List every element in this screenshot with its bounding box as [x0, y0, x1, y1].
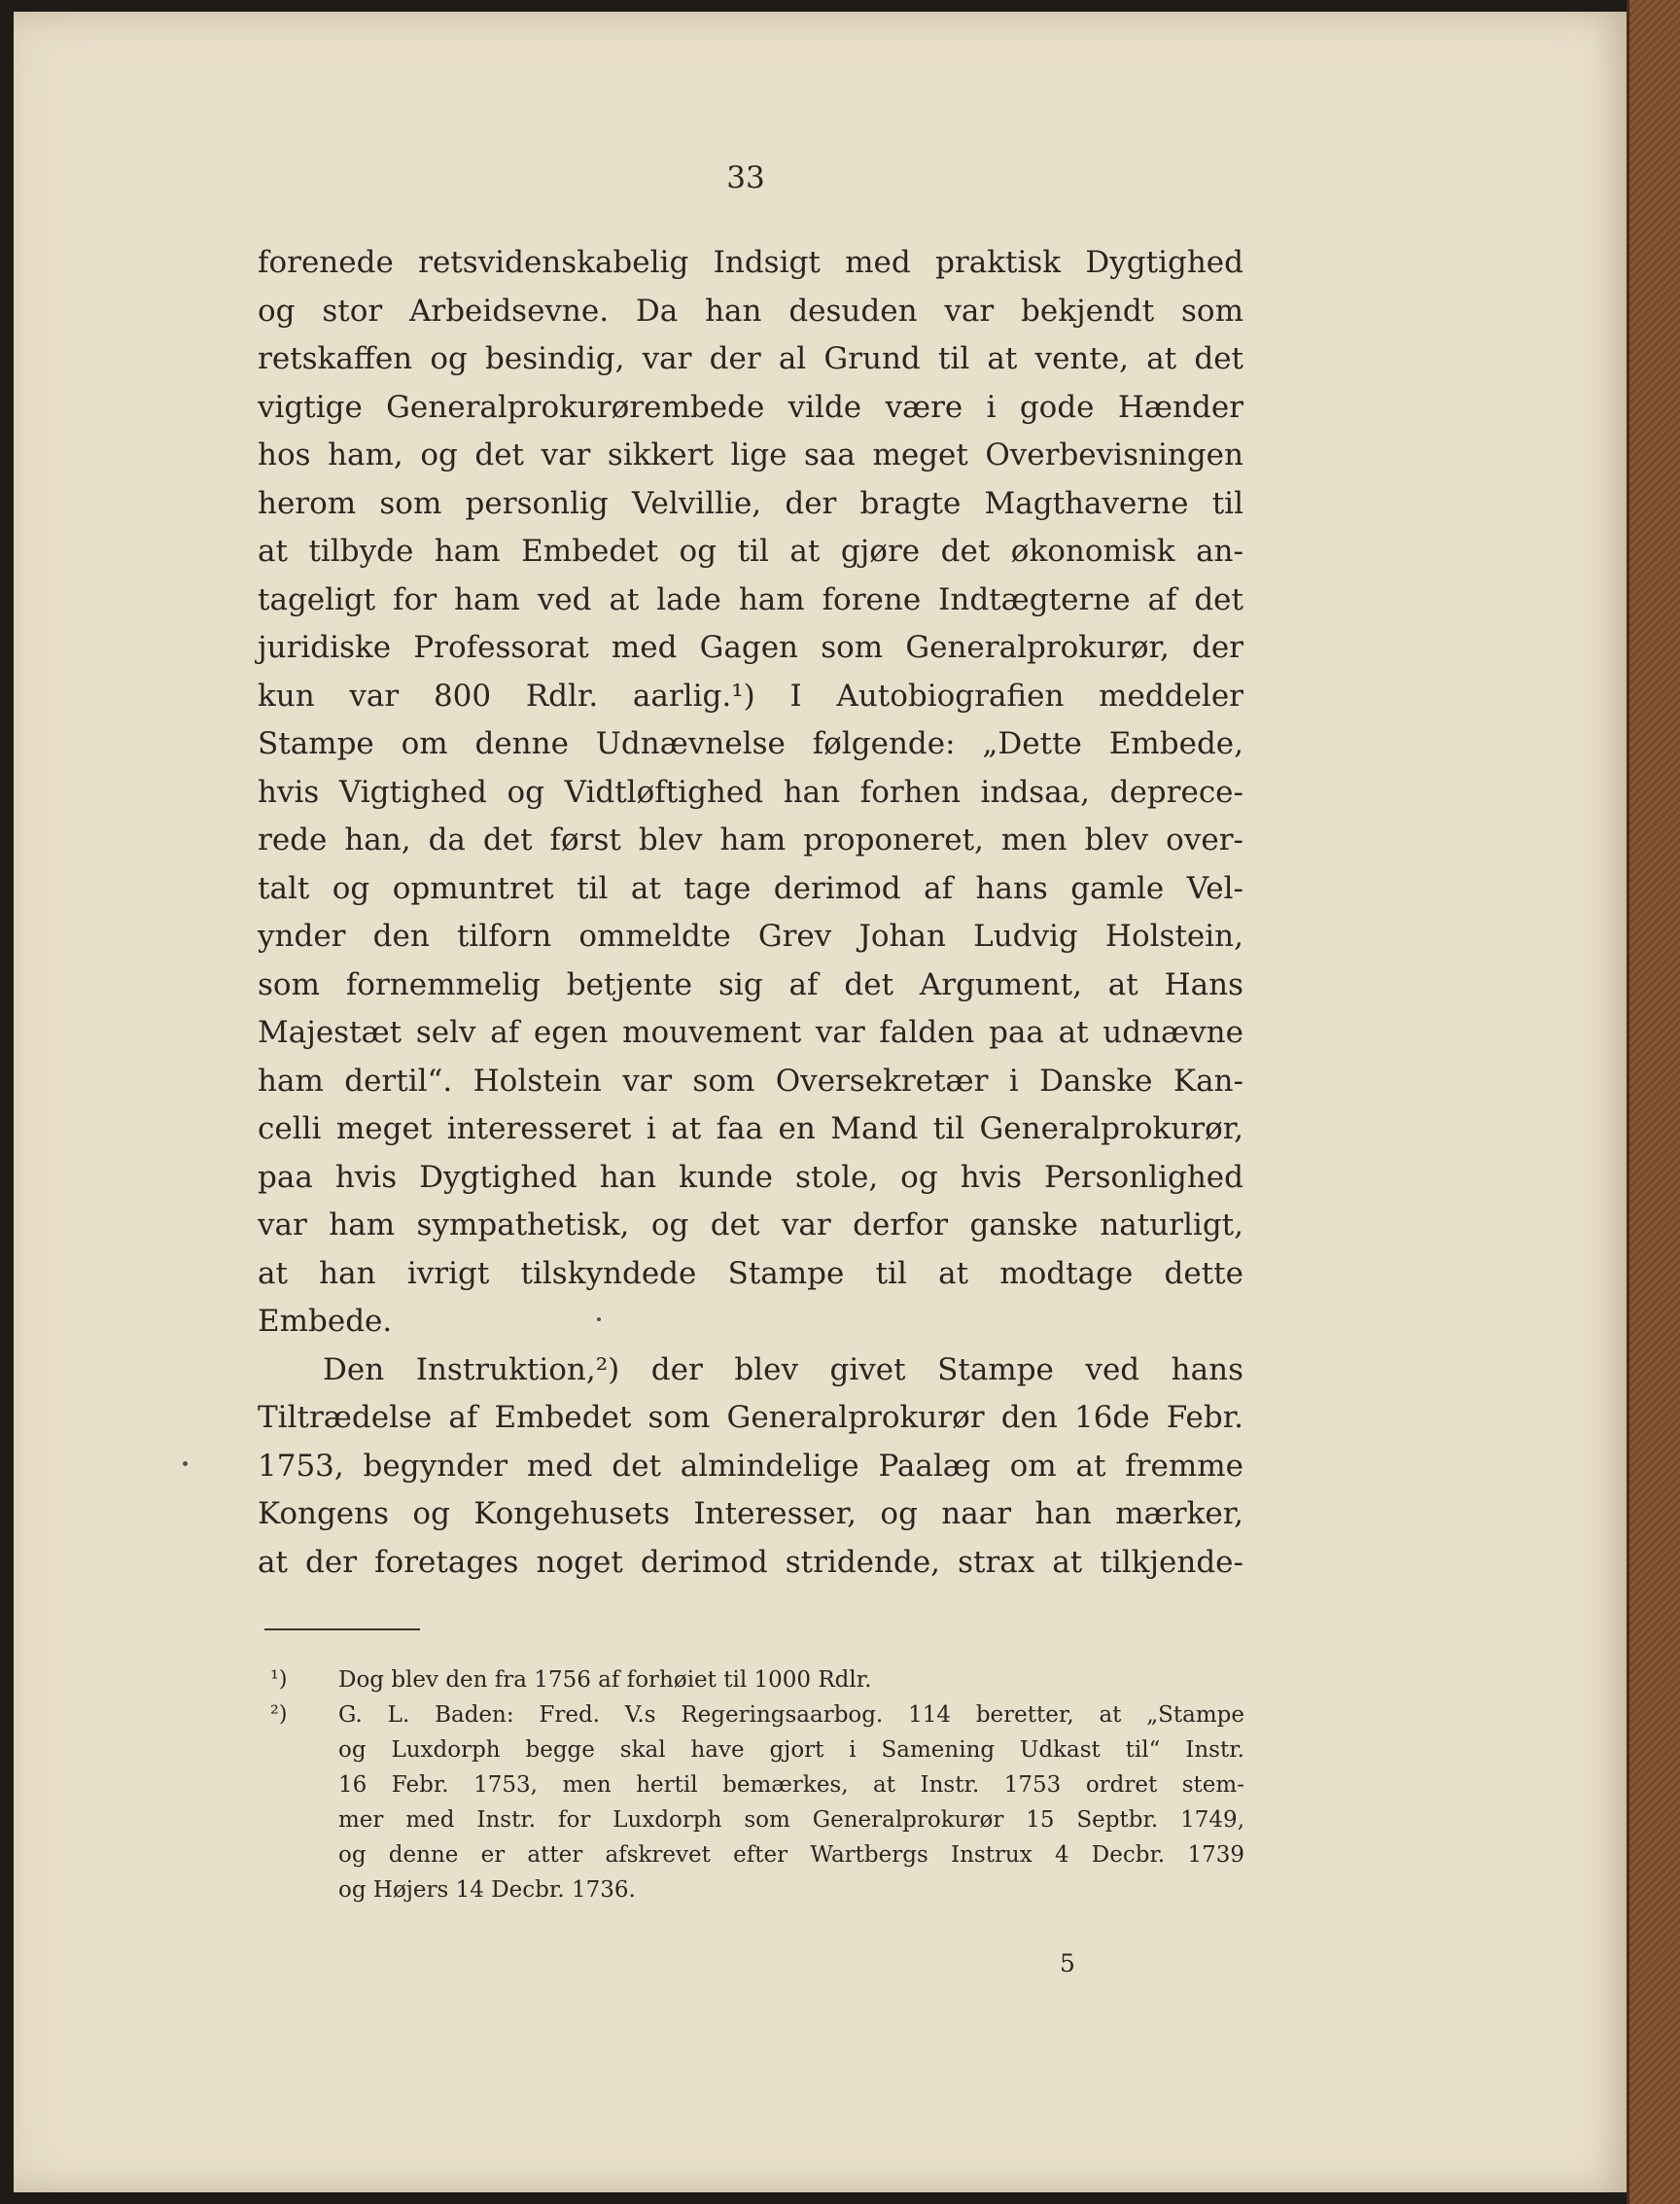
footnote-line: mer med Instr. for Luxdorph som Generalprokurør 15 Septbr. 1749,: [338, 1807, 1244, 1833]
text-line: Den Instruktion,²) der blev givet Stampe ved hans: [323, 1351, 1243, 1387]
text-line: var ham sympathetisk, og det var derfor ganske naturligt,: [258, 1207, 1243, 1242]
text-line: 1753, begynder med det almindelige Paalæg om at fremme: [258, 1448, 1243, 1484]
page-number: 33: [726, 160, 765, 195]
footnote-2: [270, 1697, 1244, 1907]
text-line: vigtige Generalprokurørembede vilde være i gode Hænder: [258, 389, 1243, 425]
text-line: Embede.: [258, 1304, 393, 1339]
text-line: retskaffen og besindig, var der al Grund til at vente, at det: [258, 341, 1243, 376]
footnote-divider: [264, 1628, 420, 1630]
text-line: hos ham, og det var sikkert lige saa meget Overbevisningen: [258, 437, 1243, 472]
book-binding-edge: [1627, 0, 1680, 2204]
signature-mark: 5: [1060, 1949, 1075, 1977]
ink-speck: [597, 1317, 601, 1321]
text-line: rede han, da det først blev ham proponeret, men blev over-: [258, 822, 1243, 857]
text-line: ynder den tilforn ommeldte Grev Johan Ludvig Holstein,: [258, 919, 1243, 954]
text-line: paa hvis Dygtighed han kunde stole, og hvis Personlighed: [258, 1159, 1243, 1195]
text-line: celli meget interesseret i at faa en Mand til Generalprokurør,: [258, 1111, 1243, 1146]
footnote-line: Dog blev den fra 1756 af forhøiet til 1000 Rdlr.: [338, 1667, 872, 1693]
text-line: talt og opmuntret til at tage derimod af hans gamle Vel-: [258, 870, 1243, 906]
footnote-marker: ¹): [270, 1667, 288, 1692]
text-line: forenede retsvidenskabelig Indsigt med praktisk Dygtighed: [258, 245, 1243, 280]
text-line: Stampe om denne Udnævnelse følgende: „Dette Embede,: [258, 726, 1243, 761]
text-line: hvis Vigtighed og Vidtløftighed han forhen indsaa, deprece-: [258, 774, 1243, 810]
text-line: at han ivrigt tilskyndede Stampe til at modtage dette: [258, 1255, 1243, 1291]
footnote-line: og denne er atter afskrevet efter Wartbergs Instrux 4 Decbr. 1739: [338, 1842, 1244, 1868]
text-line: ham dertil“. Holstein var som Oversekretær i Danske Kan-: [258, 1063, 1243, 1099]
text-line: Majestæt selv af egen mouvement var falden paa at udnævne: [258, 1015, 1243, 1050]
ink-speck: [183, 1461, 188, 1466]
body-text: [258, 239, 1243, 1587]
text-line: herom som personlig Velvillie, der bragte Magthaverne til: [258, 485, 1243, 521]
text-line: tageligt for ham ved at lade ham forene Indtægterne af det: [258, 581, 1243, 617]
text-line: kun var 800 Rdlr. aarlig.¹) I Autobiografien meddeler: [258, 678, 1243, 714]
text-line: Tiltrædelse af Embedet som Generalprokurør den 16de Febr.: [258, 1400, 1243, 1435]
footnote-1: [270, 1662, 1244, 1697]
footnote-line: og Luxdorph begge skal have gjort i Samening Udkast til“ Instr.: [338, 1737, 1244, 1763]
footnote-line: 16 Febr. 1753, men hertil bemærkes, at Instr. 1753 ordret stem-: [338, 1772, 1244, 1798]
footnote-marker: ²): [270, 1702, 288, 1727]
text-line: og stor Arbeidsevne. Da han desuden var bekjendt som: [258, 293, 1243, 329]
footnotes: [270, 1662, 1244, 1907]
text-line: at tilbyde ham Embedet og til at gjøre det økonomisk an-: [258, 534, 1243, 569]
text-line: som fornemmelig betjente sig af det Argument, at Hans: [258, 966, 1243, 1002]
footnote-line: og Højers 14 Decbr. 1736.: [338, 1877, 636, 1903]
footnote-line: G. L. Baden: Fred. V.s Regeringsaarbog. 114 beretter, at „Stampe: [338, 1702, 1244, 1728]
text-line: Kongens og Kongehusets Interesser, og naar han mærker,: [258, 1496, 1243, 1531]
text-line: at der foretages noget derimod stridende, strax at tilkjende-: [258, 1544, 1243, 1580]
text-line: juridiske Professorat med Gagen som Generalprokurør, der: [258, 630, 1243, 665]
